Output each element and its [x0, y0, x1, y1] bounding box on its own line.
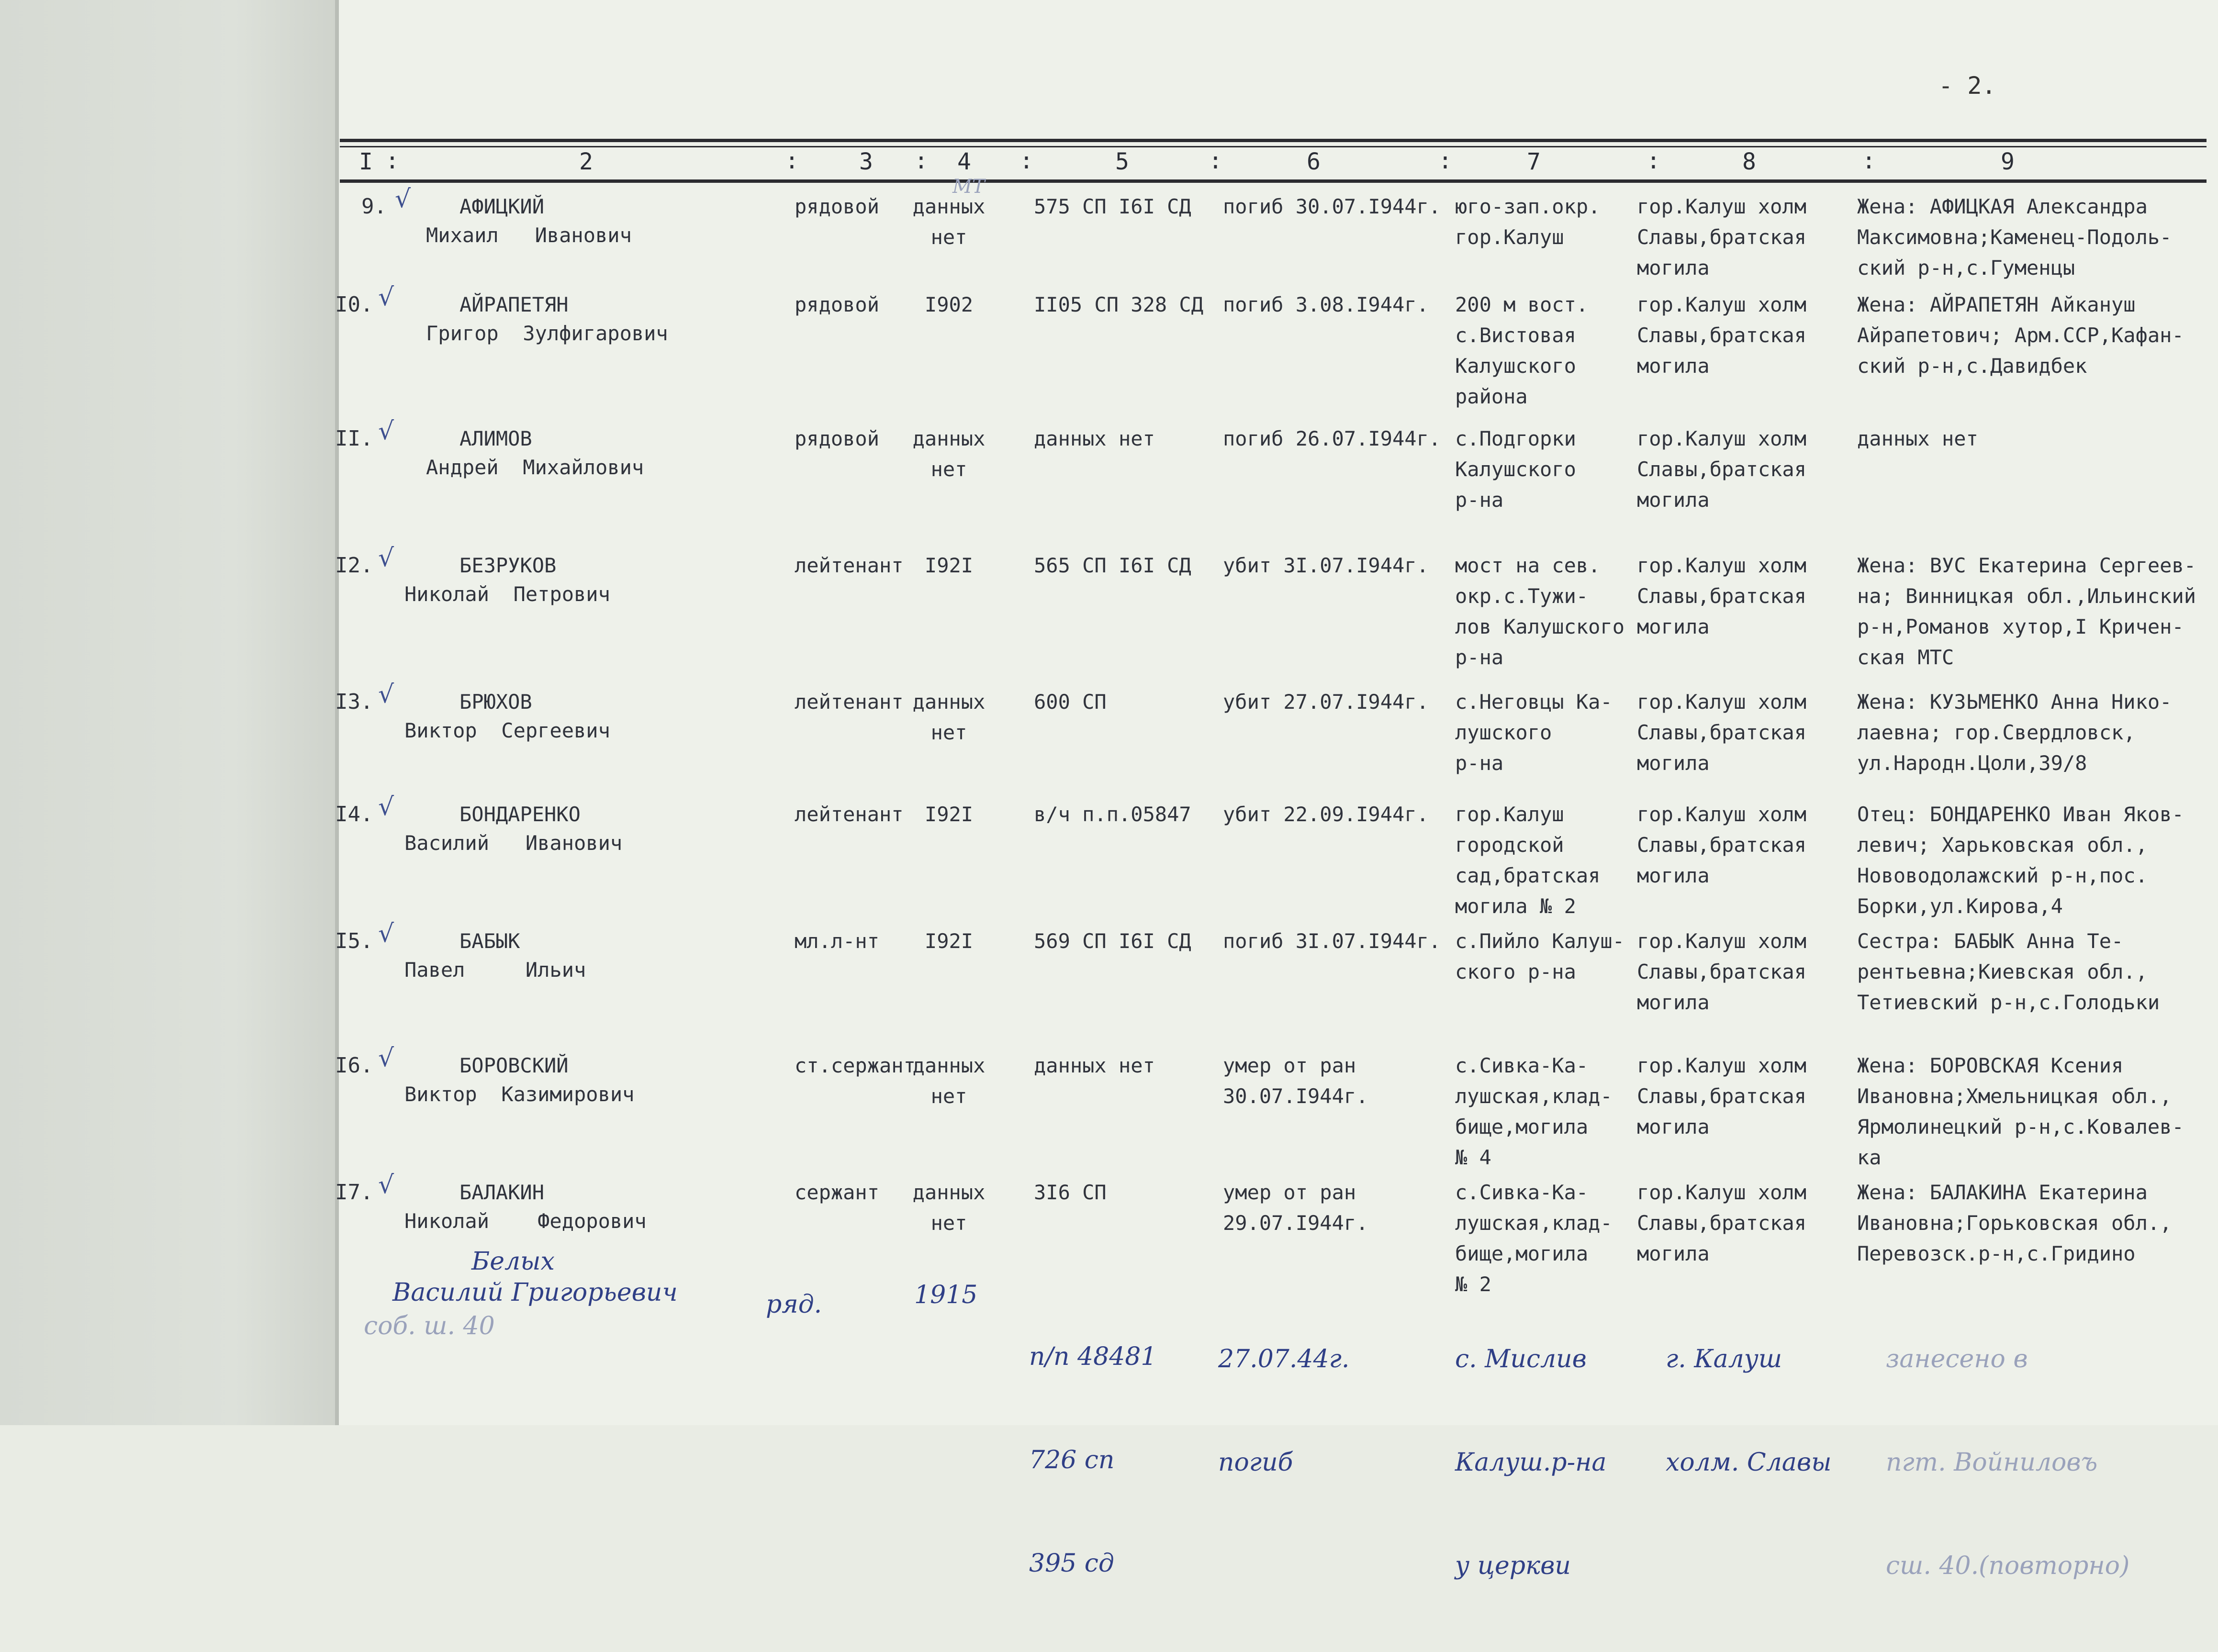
relatives-cell-line: на; Винницкая обл.,Ильинский — [1857, 584, 2196, 608]
handwritten-place-line: с. Мислив — [1455, 1345, 1587, 1373]
col-header-8: 8 — [1742, 148, 1756, 175]
unit-cell: 565 СП I6I СД — [1034, 554, 1191, 577]
handwritten-annotation: МТ — [952, 176, 985, 198]
birth-year-cell-line: нет — [930, 1084, 967, 1108]
relatives-cell-line: Жена: АФИЦКАЯ Александра — [1857, 195, 2148, 218]
burial-place-cell — [1637, 1177, 1806, 1269]
burial-place-cell-line: могила — [1637, 751, 1710, 775]
place-of-death-cell-line: сад,братская — [1455, 864, 1601, 887]
header-rule-top — [340, 139, 2207, 142]
adjacent-page-edge — [0, 0, 335, 1425]
relatives-cell-line: левич; Харьковская обл., — [1857, 833, 2148, 857]
col-header-7: 7 — [1527, 148, 1541, 175]
given-name-cell: Николай Федорович — [404, 1209, 647, 1233]
given-name-cell: Виктор Сергеевич — [404, 719, 610, 742]
rank-cell: лейтенант — [795, 690, 904, 714]
relatives-cell-line: Тетиевский р-н,с.Голодьки — [1857, 991, 2160, 1014]
col-separator: : — [914, 147, 928, 174]
relatives-cell — [1857, 424, 1978, 454]
burial-place-cell-line: могила — [1637, 615, 1710, 638]
place-of-death-cell-line: лов Калушского — [1455, 615, 1625, 638]
fate-cell — [1223, 550, 1429, 581]
unit-cell: в/ч п.п.05847 — [1034, 803, 1191, 826]
given-name-cell: Павел Ильич — [404, 958, 586, 982]
handwritten-given-name: Василий Григорьевич — [392, 1278, 678, 1307]
relatives-cell-line: Жена: БОРОВСКАЯ Ксения — [1857, 1054, 2124, 1077]
burial-place-cell — [1637, 799, 1806, 891]
handwritten-fate-line: 27.07.44г. — [1218, 1345, 1350, 1373]
col-separator: : — [1209, 147, 1222, 174]
header-rule-bottom — [340, 179, 2207, 183]
place-of-death-cell-line: лушского — [1455, 721, 1552, 744]
handwritten-unit — [1029, 1271, 1156, 1650]
place-of-death-cell — [1455, 799, 1600, 922]
birth-year-cell — [909, 799, 988, 830]
col-header-3: 3 — [859, 148, 873, 175]
surname-cell: БАЛАКИН — [459, 1181, 545, 1204]
relatives-cell — [1857, 290, 2184, 381]
burial-place-cell — [1637, 424, 1806, 515]
birth-year-cell — [909, 424, 988, 485]
place-of-death-cell-line: бище,могила — [1455, 1242, 1589, 1265]
unit-cell: 3I6 СП — [1034, 1181, 1107, 1204]
relatives-cell-line: ский р-н,с.Давидбек — [1857, 354, 2087, 378]
surname-cell: АЙРАПЕТЯН — [459, 293, 569, 316]
given-name-cell: Михаил Иванович — [426, 223, 632, 247]
fate-cell — [1223, 1177, 1368, 1239]
given-name-cell: Григор Зулфигарович — [426, 322, 668, 345]
relatives-cell-line: Айрапетович; Арм.ССР,Кафан- — [1857, 324, 2184, 347]
place-of-death-cell-line: городской — [1455, 833, 1564, 857]
burial-place-cell — [1637, 926, 1806, 1018]
birth-year-cell-line: нет — [930, 225, 967, 249]
col-header-6: 6 — [1307, 148, 1321, 175]
unit-cell: 575 СП I6I СД — [1034, 195, 1191, 218]
col-separator: : — [1438, 147, 1452, 174]
fate-cell-line: погиб 30.07.I944г. — [1223, 195, 1441, 218]
check-mark-icon: √ — [395, 185, 411, 213]
place-of-death-cell — [1455, 424, 1576, 515]
place-of-death-cell-line: гор.Калуш — [1455, 225, 1564, 249]
burial-place-cell-line: Славы,братская — [1637, 458, 1807, 481]
burial-place-cell-line: Славы,братская — [1637, 225, 1807, 249]
check-mark-icon: √ — [378, 793, 394, 821]
place-of-death-cell — [1455, 1050, 1613, 1173]
fate-cell-line: 29.07.I944г. — [1223, 1211, 1368, 1235]
place-of-death-cell-line: р-на — [1455, 488, 1504, 512]
burial-place-cell-line: гор.Калуш холм — [1637, 929, 1807, 953]
check-mark-icon: √ — [378, 417, 394, 446]
rank-cell: сержант — [795, 1181, 880, 1204]
unit-cell: 600 СП — [1034, 690, 1107, 714]
birth-year-cell-line: нет — [930, 721, 967, 744]
handwritten-rank: ряд. — [766, 1290, 822, 1319]
row-number: I6. — [335, 1053, 373, 1078]
rank-cell: мл.л-нт — [795, 929, 880, 953]
relatives-cell-line: Жена: ВУС Екатерина Сергеев- — [1857, 554, 2196, 577]
handwritten-unit-line: 395 сд — [1029, 1549, 1114, 1578]
burial-place-cell-line: могила — [1637, 864, 1710, 887]
fate-cell-line: убит 3I.07.I944г. — [1223, 554, 1429, 577]
burial-place-cell-line: гор.Калуш холм — [1637, 1181, 1807, 1204]
burial-place-cell-line: Славы,братская — [1637, 833, 1807, 857]
birth-year-cell-line: I92I — [924, 929, 974, 953]
relatives-cell — [1857, 1177, 2172, 1269]
col-separator: : — [1647, 147, 1660, 174]
place-of-death-cell-line: мост на сев. — [1455, 554, 1601, 577]
row-number: I2. — [335, 553, 373, 578]
relatives-cell-line: Жена: АЙРАПЕТЯН Айкануш — [1857, 293, 2136, 316]
relatives-cell — [1857, 799, 2184, 922]
relatives-cell — [1857, 550, 2196, 673]
place-of-death-cell — [1455, 191, 1600, 253]
relatives-cell-line: Жена: КУЗЬМЕНКО Анна Нико- — [1857, 690, 2172, 714]
place-of-death-cell-line: с.Пийло Калуш- — [1455, 929, 1625, 953]
surname-cell: БАБЫК — [459, 929, 520, 953]
place-of-death-cell-line: лушская,клад- — [1455, 1211, 1613, 1235]
burial-place-cell-line: могила — [1637, 1242, 1710, 1265]
burial-place-cell-line: Славы,братская — [1637, 324, 1807, 347]
col-separator: : — [785, 147, 799, 174]
check-mark-icon: √ — [378, 283, 394, 312]
handwritten-unit-line: 726 сп — [1029, 1446, 1115, 1474]
place-of-death-cell-line: Калушского — [1455, 354, 1576, 378]
birth-year-cell — [909, 290, 988, 320]
burial-place-cell-line: Славы,братская — [1637, 584, 1807, 608]
given-name-cell: Василий Иванович — [404, 831, 623, 855]
fate-cell — [1223, 1050, 1368, 1112]
place-of-death-cell-line: гор.Калуш — [1455, 803, 1564, 826]
place-of-death-cell-line: бище,могила — [1455, 1115, 1589, 1139]
unit-cell: данных нет — [1034, 427, 1155, 450]
check-mark-icon: √ — [378, 544, 394, 572]
handwritten-birth-year: 1915 — [914, 1281, 978, 1309]
relatives-cell-line: ка — [1857, 1146, 1882, 1169]
surname-cell: АФИЦКИЙ — [459, 195, 545, 218]
relatives-cell-line: ул.Народн.Цоли,39/8 — [1857, 751, 2087, 775]
col-header-9: 9 — [2001, 148, 2015, 175]
burial-place-cell-line: могила — [1637, 256, 1710, 279]
burial-place-cell-line: гор.Калуш холм — [1637, 195, 1807, 218]
birth-year-cell — [909, 1050, 988, 1112]
place-of-death-cell-line: 200 м вост. — [1455, 293, 1589, 316]
place-of-death-cell-line: № 4 — [1455, 1146, 1491, 1169]
fate-cell-line: умер от ран — [1223, 1181, 1356, 1204]
burial-place-cell-line: могила — [1637, 488, 1710, 512]
relatives-cell-line: Сестра: БАБЫК Анна Те- — [1857, 929, 2124, 953]
rank-cell: лейтенант — [795, 803, 904, 826]
relatives-cell-line: Максимовна;Каменец-Подоль- — [1857, 225, 2172, 249]
burial-place-cell-line: Славы,братская — [1637, 721, 1807, 744]
burial-place-cell-line: гор.Калуш холм — [1637, 1054, 1807, 1077]
unit-cell: 569 СП I6I СД — [1034, 929, 1191, 953]
fate-cell-line: погиб 3.08.I944г. — [1223, 293, 1429, 316]
place-of-death-cell — [1455, 687, 1613, 779]
place-of-death-cell-line: могила № 2 — [1455, 894, 1576, 918]
handwritten-place-line: Калуш.р-на — [1455, 1448, 1607, 1477]
place-of-death-cell — [1455, 550, 1624, 673]
unit-cell: данных нет — [1034, 1054, 1155, 1077]
place-of-death-cell-line: юго-зап.окр. — [1455, 195, 1601, 218]
col-header-2: 2 — [579, 148, 593, 175]
handwritten-note-line: занесено в — [1886, 1345, 2028, 1373]
relatives-cell-line: рентьевна;Киевская обл., — [1857, 960, 2148, 983]
handwritten-fate — [1218, 1273, 1349, 1549]
rank-cell: рядовой — [795, 427, 880, 450]
birth-year-cell-line: данных — [912, 690, 986, 714]
col-separator: : — [1019, 147, 1033, 174]
surname-cell: БРЮХОВ — [459, 690, 532, 714]
place-of-death-cell-line: окр.с.Тужи- — [1455, 584, 1589, 608]
relatives-cell-line: Перевозск.р-н,с.Гридино — [1857, 1242, 2136, 1265]
relatives-cell-line: Ярмолинецкий р-н,с.Ковалев- — [1857, 1115, 2184, 1139]
fate-cell — [1223, 799, 1429, 830]
unit-cell: II05 СП 328 СД — [1034, 293, 1204, 316]
handwritten-note-line: сш. 40.(повторно) — [1886, 1552, 2130, 1580]
row-number: I3. — [335, 690, 373, 714]
birth-year-cell — [909, 191, 988, 253]
place-of-death-cell-line: района — [1455, 385, 1528, 408]
row-number: I7. — [335, 1180, 373, 1205]
fate-cell — [1223, 424, 1441, 454]
relatives-cell-line: лаевна; гор.Свердловск, — [1857, 721, 2136, 744]
row-number: II. — [335, 426, 373, 451]
relatives-cell-line: ская МТС — [1857, 646, 1954, 669]
check-mark-icon: √ — [378, 1044, 394, 1072]
handwritten-fate-line: погиб — [1218, 1448, 1293, 1477]
burial-place-cell-line: Славы,братская — [1637, 960, 1807, 983]
surname-cell: БОРОВСКИЙ — [459, 1054, 569, 1077]
check-mark-icon: √ — [378, 919, 394, 948]
handwritten-surname: Белых — [471, 1247, 555, 1276]
rank-cell: лейтенант — [795, 554, 904, 577]
birth-year-cell — [909, 926, 988, 957]
relatives-cell-line: ский р-н,с.Гуменцы — [1857, 256, 2075, 279]
surname-cell: АЛИМОВ — [459, 427, 532, 450]
birth-year-cell-line: I92I — [924, 803, 974, 826]
place-of-death-cell-line: с.Неговцы Ка- — [1455, 690, 1613, 714]
place-of-death-cell — [1455, 926, 1624, 987]
place-of-death-cell-line: с.Подгорки — [1455, 427, 1576, 450]
fate-cell-line: погиб 3I.07.I944г. — [1223, 929, 1441, 953]
row-number: I5. — [335, 929, 373, 953]
burial-place-cell-line: Славы,братская — [1637, 1211, 1807, 1235]
check-mark-icon: √ — [378, 680, 394, 709]
burial-place-cell-line: гор.Калуш холм — [1637, 427, 1807, 450]
check-mark-icon: √ — [378, 1171, 394, 1199]
place-of-death-cell — [1455, 290, 1588, 412]
place-of-death-cell-line: с.Сивка-Ка- — [1455, 1181, 1589, 1204]
fate-cell — [1223, 687, 1429, 717]
handwritten-place-line: у церкви — [1455, 1552, 1571, 1580]
burial-place-cell — [1637, 687, 1806, 779]
place-of-death-cell-line: Калушского — [1455, 458, 1576, 481]
fate-cell-line: убит 27.07.I944г. — [1223, 690, 1429, 714]
col-header-4: 4 — [957, 148, 971, 175]
burial-place-cell — [1637, 550, 1806, 642]
relatives-cell-line: Жена: БАЛАКИНА Екатерина — [1857, 1181, 2148, 1204]
surname-cell: БЕЗРУКОВ — [459, 554, 557, 577]
burial-place-cell — [1637, 191, 1806, 283]
burial-place-cell-line: могила — [1637, 354, 1710, 378]
rank-cell: ст.сержант — [795, 1054, 916, 1077]
handwritten-relatives-note — [1886, 1273, 2129, 1652]
birth-year-cell-line: нет — [930, 1211, 967, 1235]
relatives-cell — [1857, 1050, 2184, 1173]
handwritten-note-line: пгт. Войниловъ — [1886, 1448, 2098, 1477]
relatives-cell — [1857, 926, 2160, 1018]
relatives-cell-line: Отец: БОНДАРЕНКО Иван Яков- — [1857, 803, 2184, 826]
relatives-cell-line: данных нет — [1857, 427, 1978, 450]
birth-year-cell-line: I902 — [924, 293, 974, 316]
handwritten-burial-line: г. Калуш — [1666, 1345, 1782, 1373]
row-number: I0. — [335, 292, 373, 317]
fate-cell-line: умер от ран — [1223, 1054, 1356, 1077]
burial-place-cell-line: могила — [1637, 991, 1710, 1014]
relatives-cell-line: Борки,ул.Кирова,4 — [1857, 894, 2063, 918]
relatives-cell-line: Ивановна;Горьковская обл., — [1857, 1211, 2172, 1235]
handwritten-burial — [1666, 1273, 1831, 1549]
place-of-death-cell-line: ского р-на — [1455, 960, 1576, 983]
fate-cell — [1223, 290, 1429, 320]
handwritten-side-note: соб. ш. 40 — [364, 1312, 495, 1340]
fate-cell-line: убит 22.09.I944г. — [1223, 803, 1429, 826]
fate-cell-line: 30.07.I944г. — [1223, 1084, 1368, 1108]
birth-year-cell-line: нет — [930, 458, 967, 481]
col-header-5: 5 — [1115, 148, 1129, 175]
relatives-cell — [1857, 687, 2172, 779]
col-separator: : — [1862, 147, 1876, 174]
col-header-1: I — [359, 148, 373, 175]
header-rule-top-thin — [340, 146, 2207, 147]
fate-cell-line: погиб 26.07.I944г. — [1223, 427, 1441, 450]
relatives-cell-line: р-н,Романов хутор,I Кричен- — [1857, 615, 2184, 638]
birth-year-cell — [909, 687, 988, 748]
place-of-death-cell-line: р-на — [1455, 751, 1504, 775]
place-of-death-cell-line: с.Сивка-Ка- — [1455, 1054, 1589, 1077]
birth-year-cell — [909, 550, 988, 581]
col-separator: : — [385, 147, 399, 174]
fate-cell — [1223, 191, 1441, 222]
place-of-death-cell-line: лушская,клад- — [1455, 1084, 1613, 1108]
relatives-cell-line: Ивановна;Хмельницкая обл., — [1857, 1084, 2172, 1108]
place-of-death-cell-line: р-на — [1455, 646, 1504, 669]
birth-year-cell-line: данных — [912, 1181, 986, 1204]
place-of-death-cell-line: с.Вистовая — [1455, 324, 1576, 347]
birth-year-cell-line: I92I — [924, 554, 974, 577]
page-number: - 2. — [1938, 72, 1996, 100]
birth-year-cell-line: данных — [912, 427, 986, 450]
birth-year-cell-line: данных — [912, 195, 986, 218]
burial-place-cell — [1637, 1050, 1806, 1142]
birth-year-cell-line: данных — [912, 1054, 986, 1077]
fate-cell — [1223, 926, 1441, 957]
handwritten-burial-line: холм. Славы — [1666, 1448, 1832, 1477]
relatives-cell — [1857, 191, 2172, 283]
rank-cell: рядовой — [795, 195, 880, 218]
burial-place-cell-line: гор.Калуш холм — [1637, 803, 1807, 826]
burial-place-cell-line: гор.Калуш холм — [1637, 554, 1807, 577]
row-number: I4. — [335, 802, 373, 826]
birth-year-cell — [909, 1177, 988, 1239]
handwritten-unit-line: п/п 48481 — [1029, 1342, 1157, 1371]
given-name-cell: Виктор Казимирович — [404, 1083, 635, 1106]
row-number: 9. — [361, 194, 387, 219]
relatives-cell-line: Нововодолажский р-н,пос. — [1857, 864, 2148, 887]
burial-place-cell-line: гор.Калуш холм — [1637, 690, 1807, 714]
burial-place-cell-line: гор.Калуш холм — [1637, 293, 1807, 316]
burial-place-cell — [1637, 290, 1806, 381]
given-name-cell: Николай Петрович — [404, 582, 610, 606]
burial-place-cell-line: Славы,братская — [1637, 1084, 1807, 1108]
surname-cell: БОНДАРЕНКО — [459, 803, 581, 826]
burial-place-cell-line: могила — [1637, 1115, 1710, 1139]
place-of-death-cell-line: № 2 — [1455, 1272, 1491, 1296]
given-name-cell: Андрей Михайлович — [426, 456, 644, 479]
rank-cell: рядовой — [795, 293, 880, 316]
handwritten-place-of-death — [1455, 1273, 1606, 1652]
